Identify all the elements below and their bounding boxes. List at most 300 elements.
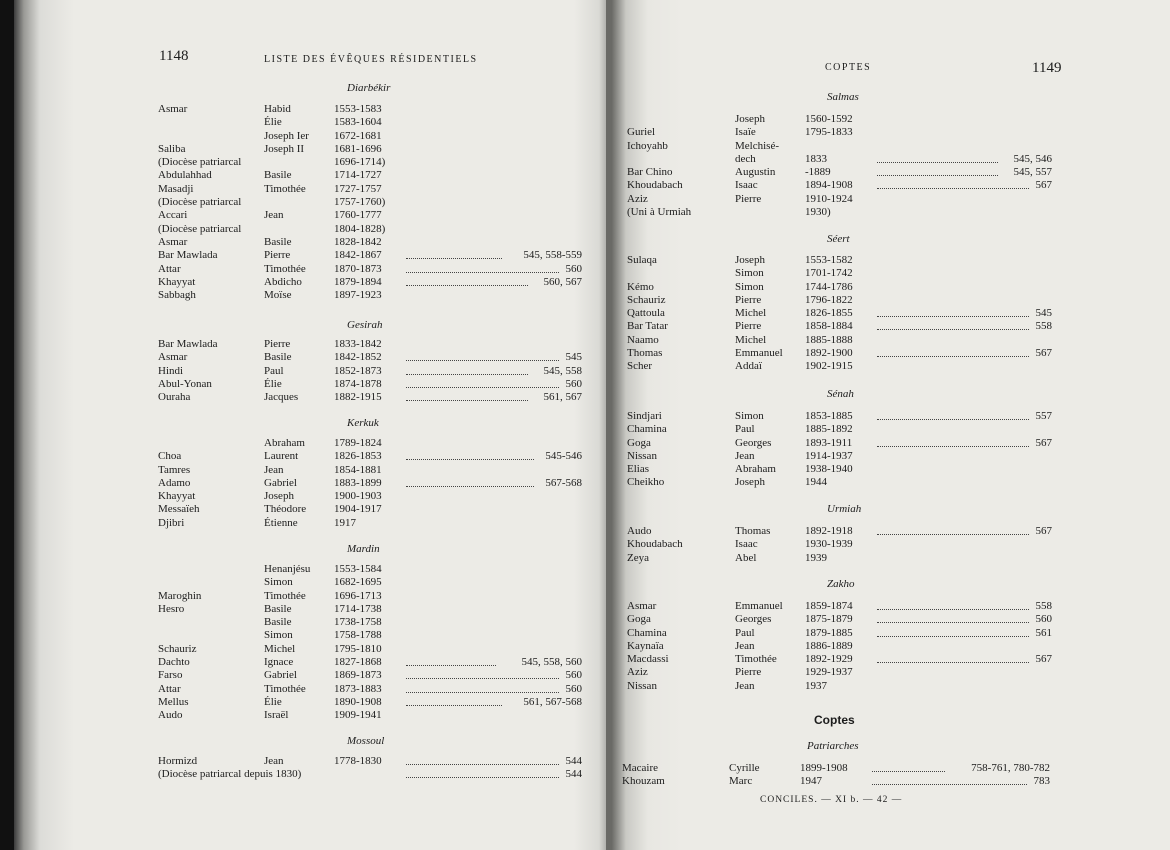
given-name: Élie (264, 116, 282, 129)
coptes-heading: Coptes (814, 713, 855, 727)
family-name: Sabbagh (158, 289, 196, 302)
given-name: Simon (735, 280, 764, 293)
family-name: Goga (627, 436, 651, 449)
dot-leader (877, 347, 1029, 357)
entry-list (158, 103, 582, 302)
dot-leader (406, 768, 559, 778)
dates: 1885-1888 (805, 333, 853, 346)
given-name: Ignace (264, 656, 294, 669)
section-title: Sénah (827, 388, 854, 400)
entry-row (158, 563, 582, 576)
given-name: Paul (735, 626, 755, 639)
page-references: 560 (565, 377, 582, 390)
family-name: Scher (627, 360, 653, 373)
given-name: Michel (264, 642, 296, 655)
section-title: Séert (827, 233, 850, 245)
given-name: Emmanuel (735, 347, 783, 360)
entry-row (622, 762, 1050, 775)
section-title: Gesirah (347, 319, 383, 331)
dot-leader (406, 696, 502, 706)
given-name: Jean (264, 209, 284, 222)
dates: 1758-1788 (334, 629, 382, 642)
given-name: Moïse (264, 289, 292, 302)
given-name: Joseph (264, 490, 294, 503)
given-name: Israël (264, 709, 289, 722)
dates: 1874-1878 (334, 377, 382, 390)
page-references: 561 (1035, 626, 1052, 639)
given-name: Gabriel (264, 669, 297, 682)
entry-row (627, 525, 1052, 538)
given-name: Joseph (735, 254, 765, 266)
given-name: Augustin (735, 166, 776, 179)
dates: 1873-1883 (334, 682, 382, 695)
family-name: Kaynaïa (627, 639, 664, 652)
page-references: 558 (1035, 320, 1052, 333)
given-name: Abraham (264, 437, 305, 449)
family-name: Macdassi (627, 653, 669, 666)
given-name: Marc (729, 775, 753, 788)
family-name: Audo (627, 525, 652, 537)
page-number: 1148 (159, 48, 189, 64)
dot-leader (877, 437, 1029, 447)
page-references: 560 (565, 669, 582, 682)
family-name: (Diocèse patriarcal (158, 156, 242, 169)
family-name: Schauriz (158, 642, 197, 655)
entry-row (158, 156, 582, 169)
given-name: Simon (264, 576, 293, 589)
entry-row (627, 538, 1052, 551)
given-name: Pierre (735, 192, 762, 205)
family-name: Adamo (158, 476, 191, 489)
dates: 1944 (805, 476, 827, 489)
given-name: Henanjésu (264, 563, 311, 575)
dates: 1854-1881 (334, 463, 382, 476)
given-name: Georges (735, 436, 772, 449)
family-name: Nissan (627, 679, 657, 692)
given-name: Abraham (735, 463, 776, 476)
given-name: Addaï (735, 360, 762, 373)
family-name: Tamres (158, 463, 191, 476)
entry-row (158, 755, 582, 768)
entry-row (627, 463, 1052, 476)
dates: 1738-1758 (334, 616, 382, 629)
dot-leader (406, 378, 559, 388)
dates: 1583-1604 (334, 116, 382, 129)
dates: 1892-1900 (805, 347, 853, 360)
entry-list (158, 755, 582, 782)
dot-leader (406, 351, 559, 361)
family-name: Bar Tatar (627, 320, 668, 333)
entry-row (158, 236, 582, 249)
given-name: Paul (264, 364, 284, 377)
given-name: dech (735, 152, 756, 165)
given-name: Théodore (264, 503, 307, 516)
given-name: Pierre (264, 249, 291, 262)
entry-row (627, 627, 1052, 640)
dot-leader (406, 391, 528, 401)
family-name: Macaire (622, 762, 659, 774)
page-references: 560 (565, 262, 582, 275)
family-name: Bar Mawlada (158, 338, 218, 350)
given-name: Laurent (264, 450, 299, 463)
given-name: Michel (735, 333, 767, 346)
given-name: Pierre (735, 320, 762, 333)
dates: 1828-1842 (334, 235, 382, 248)
entry-row (158, 696, 582, 709)
dates: 1826-1855 (805, 307, 853, 320)
page-references: 783 (1033, 775, 1050, 788)
dot-leader (877, 613, 1029, 623)
family-name: Masadji (158, 182, 194, 195)
dates: 1938-1940 (805, 463, 853, 476)
entry-row (158, 103, 582, 116)
entry-row (158, 249, 582, 262)
dot-leader (877, 320, 1029, 330)
dates: 1789-1824 (334, 437, 382, 449)
dates: 1886-1889 (805, 639, 853, 652)
dates: 1917 (334, 516, 356, 529)
dot-leader (406, 656, 496, 666)
entry-row (158, 289, 582, 302)
dates: 1681-1696 (334, 142, 382, 155)
dot-leader (877, 166, 998, 176)
dates: 1760-1777 (334, 209, 382, 222)
family-name: Khoudabach (627, 179, 683, 192)
entry-row (158, 590, 582, 603)
given-name: Jean (264, 755, 284, 767)
entry-row (158, 209, 582, 222)
family-name: Sulaqa (627, 254, 657, 266)
dot-leader (406, 683, 559, 693)
family-name: Goga (627, 613, 651, 626)
page-number: 1149 (1032, 60, 1062, 76)
entry-row (627, 126, 1052, 139)
dates: 1757-1760) (334, 196, 386, 209)
dates: 1910-1924 (805, 192, 853, 205)
page-references: 567 (1035, 653, 1052, 666)
entry-row (158, 629, 582, 642)
entry-row (627, 410, 1052, 423)
entry-row (158, 450, 582, 463)
dates: 1892-1929 (805, 653, 853, 666)
dates: 1892-1918 (805, 525, 853, 537)
dates: 1899-1908 (800, 762, 848, 774)
entry-row (158, 643, 582, 656)
family-name: Dachto (158, 656, 190, 669)
entry-row (627, 423, 1052, 436)
given-name: Simon (735, 267, 764, 280)
family-name: Ichoyahb (627, 139, 668, 152)
given-name: Abel (735, 551, 757, 564)
dates: 1894-1908 (805, 179, 853, 192)
dates: 1826-1853 (334, 450, 382, 463)
dates: 1727-1757 (334, 182, 382, 195)
family-name: Bar Mawlada (158, 249, 218, 262)
dates: 1804-1828) (334, 222, 386, 235)
dates: 1560-1592 (805, 113, 853, 125)
given-name: Jean (264, 463, 284, 476)
dates: 1914-1937 (805, 449, 853, 462)
family-name: Asmar (158, 103, 188, 115)
page-references: 544 (565, 768, 582, 781)
dates: 1890-1908 (334, 695, 382, 708)
given-name: Melchisé- (735, 139, 779, 152)
page-references: 567 (1035, 525, 1052, 537)
given-name: Pierre (264, 338, 291, 350)
dates: 1795-1833 (805, 126, 853, 139)
dot-leader (406, 263, 559, 273)
page-references: 567-568 (545, 476, 582, 489)
family-name: (Uni à Urmiah (627, 206, 692, 219)
entry-row (158, 503, 582, 516)
family-name: Abul-Yonan (158, 377, 212, 390)
dot-leader (877, 307, 1029, 317)
family-name: Audo (158, 709, 183, 722)
section-title: Mossoul (347, 735, 385, 747)
dot-leader (406, 276, 528, 286)
entry-row (158, 656, 582, 669)
entry-row (158, 517, 582, 530)
dates: 1842-1867 (334, 249, 382, 262)
entry-row (627, 334, 1052, 347)
family-name: Accari (158, 209, 188, 222)
entry-row (627, 666, 1052, 679)
family-name: Hindi (158, 364, 184, 377)
page-references: 545, 558, 560 (521, 656, 582, 669)
family-name: Hormizd (158, 755, 198, 767)
entry-row (627, 680, 1052, 693)
dates: 1930-1939 (805, 538, 853, 551)
dates: 1833-1842 (334, 338, 382, 350)
dot-leader (877, 627, 1029, 637)
dates: 1714-1738 (334, 602, 382, 615)
page-references: 758-761, 780-782 (971, 762, 1050, 774)
dates: -1889 (805, 166, 831, 179)
given-name: Jean (735, 639, 755, 652)
page-references: 567 (1035, 179, 1052, 192)
given-name: Pierre (735, 666, 762, 679)
given-name: Timothée (264, 682, 306, 695)
entry-list (158, 437, 582, 530)
dates: 1795-1810 (334, 642, 382, 655)
entry-row (158, 351, 582, 364)
right-page (612, 0, 1170, 850)
given-name: Paul (735, 423, 755, 436)
family-name: Sindjari (627, 410, 662, 422)
given-name: Joseph (735, 113, 765, 125)
family-name: (Diocèse patriarcal (158, 222, 242, 235)
page-references: 545, 558 (543, 364, 582, 377)
dates: 1852-1873 (334, 364, 382, 377)
family-name: Messaïeh (158, 503, 200, 516)
dot-leader (406, 755, 559, 765)
page-references: 545, 557 (1013, 166, 1052, 179)
family-name: Attar (158, 682, 181, 695)
entry-row (627, 640, 1052, 653)
family-name: Guriel (627, 126, 656, 139)
page-references: 561, 567-568 (523, 695, 582, 708)
dates: 1553-1583 (334, 103, 382, 115)
family-name: Cheikho (627, 476, 665, 489)
page-references: 545 (565, 351, 582, 364)
running-head: LISTE DES ÉVÊQUES RÉSIDENTIELS (264, 54, 478, 65)
family-name: Khayyat (158, 275, 196, 288)
dates: 1875-1879 (805, 613, 853, 626)
dot-leader (877, 600, 1029, 610)
dates: 1701-1742 (805, 267, 853, 280)
family-name: (Diocèse patriarcal depuis 1830) (158, 768, 302, 781)
entry-row (622, 775, 1050, 788)
section-title: Urmiah (827, 503, 862, 515)
dates: 1879-1894 (334, 275, 382, 288)
entry-list (627, 600, 1052, 693)
family-name: Asmar (158, 351, 188, 364)
family-name: Choa (158, 450, 182, 463)
given-name: Basile (264, 235, 292, 248)
dates: 1553-1584 (334, 563, 382, 575)
given-name: Simon (735, 410, 764, 422)
entry-row (158, 223, 582, 236)
dates: 1833 (805, 152, 827, 165)
given-name: Isaac (735, 538, 758, 551)
family-name: Schauriz (627, 293, 666, 306)
dot-leader (406, 669, 559, 679)
dates: 1744-1786 (805, 280, 853, 293)
entry-row (627, 267, 1052, 280)
entry-row (627, 600, 1052, 613)
entry-row (627, 347, 1052, 360)
dates: 1883-1899 (334, 476, 382, 489)
dates: 1929-1937 (805, 666, 853, 679)
family-name: Aziz (627, 192, 648, 205)
dates: 1893-1911 (805, 436, 853, 449)
given-name: Isaac (735, 179, 758, 192)
given-name: Joseph II (264, 142, 305, 155)
family-name: Khoudabach (627, 538, 683, 551)
dates: 1882-1915 (334, 391, 382, 404)
dates: 1858-1884 (805, 320, 853, 333)
dates: 1672-1681 (334, 129, 382, 142)
given-name: Basile (264, 169, 292, 182)
dates: 1902-1915 (805, 360, 853, 373)
page-references: 558 (1035, 600, 1052, 612)
family-name: Maroghin (158, 589, 202, 602)
given-name: Simon (264, 629, 293, 642)
dates: 1553-1582 (805, 254, 853, 266)
dates: 1904-1917 (334, 503, 382, 516)
entry-row (158, 378, 582, 391)
entry-row (627, 179, 1052, 192)
given-name: Joseph Ier (264, 129, 309, 142)
entry-row (158, 683, 582, 696)
family-name: Chamina (627, 423, 667, 436)
dates: 1885-1892 (805, 423, 853, 436)
given-name: Cyrille (729, 762, 760, 774)
family-name: Bar Chino (627, 166, 673, 179)
entry-list (158, 563, 582, 723)
family-name: Naamo (627, 333, 659, 346)
family-name: Aziz (627, 666, 648, 679)
given-name: Abdicho (264, 275, 302, 288)
entry-row (627, 437, 1052, 450)
dates: 1842-1852 (334, 351, 382, 364)
dates: 1778-1830 (334, 755, 382, 767)
family-name: Kémo (627, 280, 654, 293)
page-references: 560 (565, 682, 582, 695)
given-name: Habid (264, 103, 291, 115)
dates: 1869-1873 (334, 669, 382, 682)
dot-leader (877, 179, 1029, 189)
entry-row (627, 307, 1052, 320)
entry-row (627, 113, 1052, 126)
section-title: Mardin (347, 543, 380, 555)
dot-leader (872, 775, 1027, 785)
entry-row (627, 281, 1052, 294)
given-name: Timothée (264, 589, 306, 602)
entry-row (158, 196, 582, 209)
page-references: 567 (1035, 347, 1052, 360)
page-footer: CONCILES. — XI b. — 42 — (760, 795, 903, 805)
family-name: Asmar (158, 235, 188, 248)
entry-list (158, 338, 582, 404)
family-name: Djibri (158, 516, 185, 529)
entry-row (158, 709, 582, 722)
entry-list (627, 410, 1052, 490)
family-name: Khouzam (622, 775, 665, 788)
given-name: Georges (735, 613, 772, 626)
dates: 1939 (805, 551, 827, 564)
entry-row (627, 476, 1052, 489)
dates: 1909-1941 (334, 709, 382, 722)
entry-row (158, 464, 582, 477)
dot-leader (406, 249, 502, 259)
dates: 1937 (805, 679, 827, 692)
dates: 1827-1868 (334, 656, 382, 669)
entry-list (622, 762, 1050, 789)
page-references: 560, 567 (543, 275, 582, 288)
page-references: 545-546 (545, 450, 582, 463)
given-name: Gabriel (264, 476, 297, 489)
given-name: Isaïe (735, 126, 756, 139)
entry-row (627, 193, 1052, 206)
dates: 1930) (805, 206, 831, 219)
entry-row (158, 183, 582, 196)
entry-list (627, 525, 1052, 565)
entry-row (158, 490, 582, 503)
family-name: Nissan (627, 449, 657, 462)
dot-leader (406, 477, 534, 487)
running-head: COPTES (825, 62, 872, 73)
given-name: Jacques (264, 391, 299, 404)
entry-row (627, 153, 1052, 166)
dates: 1947 (800, 775, 822, 788)
family-name: Attar (158, 262, 181, 275)
entry-row (627, 653, 1052, 666)
page-references: 561, 567 (543, 391, 582, 404)
family-name: Ouraha (158, 391, 191, 404)
entry-row (627, 552, 1052, 565)
dot-leader (877, 410, 1029, 420)
family-name: Asmar (627, 600, 657, 612)
section-title: Kerkuk (347, 417, 379, 429)
entry-row (158, 768, 582, 781)
page-references: 567 (1035, 436, 1052, 449)
dot-leader (877, 653, 1029, 663)
dot-leader (872, 762, 945, 772)
entry-row (158, 603, 582, 616)
entry-row (158, 169, 582, 182)
family-name: (Diocèse patriarcal (158, 196, 242, 209)
